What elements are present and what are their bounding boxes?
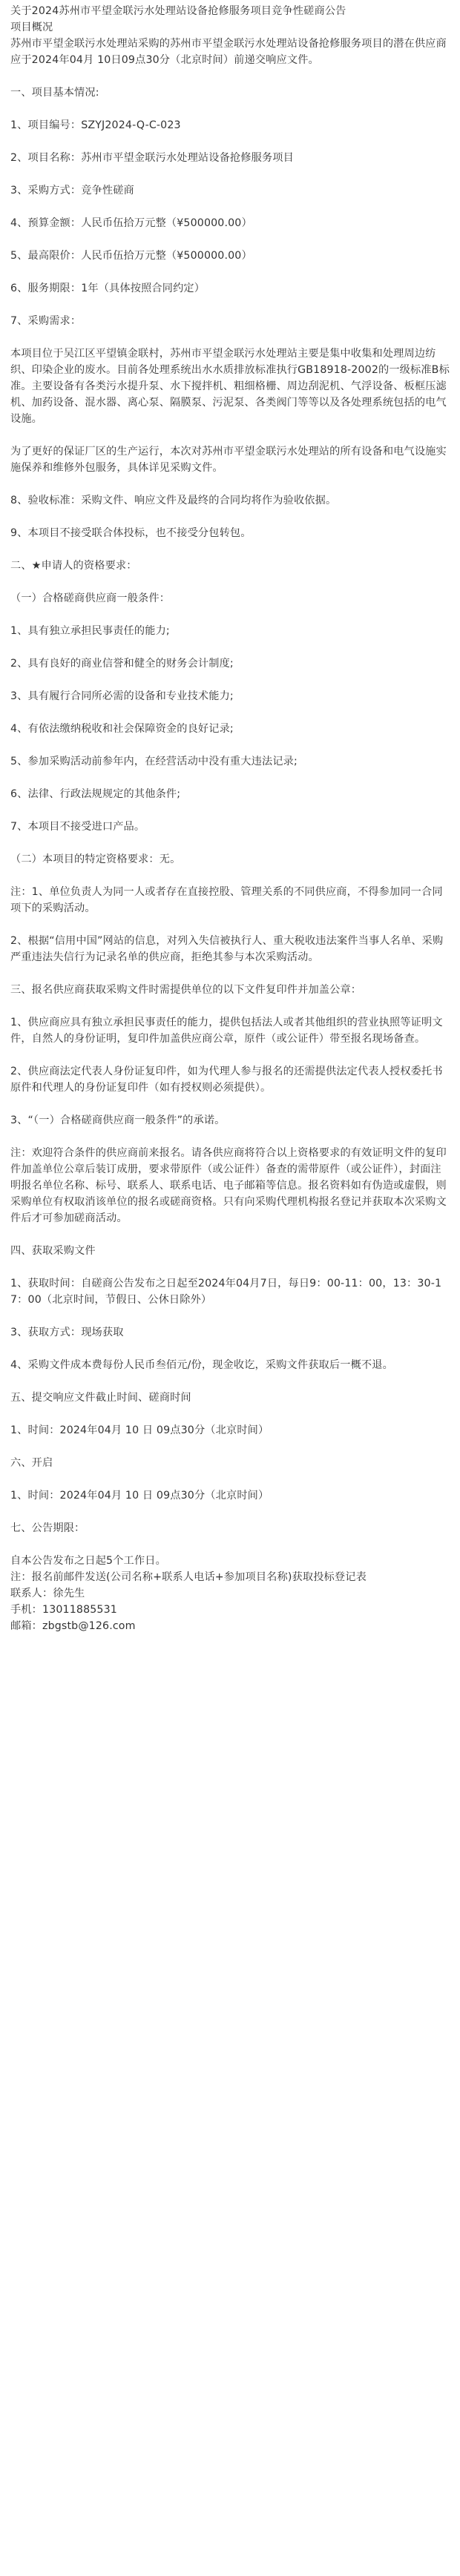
paragraph: 6、法律、行政法规规定的其他条件; [10, 788, 181, 800]
paragraph: 3、获取方式：现场获取 [10, 1327, 124, 1338]
paragraph: 1、时间：2024年04月 10 日 09点30分（北京时间） [10, 1424, 269, 1436]
paragraph: 8、验收标准：采购文件、响应文件及最终的合同均将作为验收依据。 [10, 495, 337, 506]
paragraph: 本项目位于吴江区平望镇金联村，苏州市平望金联污水处理站主要是集中收集和处理周边纺织、印染企业的废水。目前各处理系统出水水质排放标准执行GB18918-2002的一级标准B标准。主要设备有各类污水提升泵、水下搅拌机、粗细格栅、周边刮泥机、气浮设备、板框压滤机、加药设备、混水器、离心泵、隔膜泵、污泥泵、各类阀门等等以及各处理系统包括的电气设施。 [10, 348, 450, 425]
paragraph: 一、项目基本情况: [10, 87, 99, 99]
paragraph: 注：1、单位负责人为同一人或者存在直接控股、管理关系的不同供应商，不得参加同一合同项下的采购活动。 [10, 886, 443, 914]
paragraph: 注：欢迎符合条件的供应商前来报名。请各供应商将符合以上资格要求的有效证明文件的复印件加盖单位公章后装订成册，要求带原件（或公证件）备查的需带原件（或公证件），封面注明报名单位名称、标号、联系人、联系电话、电子邮箱等信息。报名资料如有伪造或虚假，则采购单位有权取消该单位的报名或磋商资格。只有向采购代理机构报名登记并获取本次采购文件后才可参加磋商活动。 [10, 1147, 447, 1224]
paragraph: 二、★申请人的资格要求： [10, 560, 137, 572]
paragraph: 4、采购文件成本费每份人民币叁佰元/份，现金收讫，采购文件获取后一概不退。 [10, 1359, 393, 1371]
paragraph: 项目概况 [10, 22, 53, 33]
paragraph: 3、“（一）合格磋商供应商一般条件”的承诺。 [10, 1114, 226, 1126]
paragraph: 4、有依法缴纳税收和社会保障资金的良好记录; [10, 723, 234, 735]
paragraph: 3、采购方式：竞争性磋商 [10, 185, 134, 196]
paragraph: 1、供应商应具有独立承担民事责任的能力，提供包括法人或者其他组织的营业执照等证明文件，自然人的身份证明，复印件加盖供应商公章，原件（或公证件）带至报名现场备查。 [10, 1017, 443, 1045]
paragraph: 2、项目名称：苏州市平望金联污水处理站设备抢修服务项目 [10, 152, 294, 164]
paragraph: 四、获取采购文件 [10, 1245, 96, 1257]
paragraph: 9、本项目不接受联合体投标，也不接受分包转包。 [10, 527, 252, 539]
paragraph: 7、本项目不接受进口产品。 [10, 821, 145, 833]
paragraph: 5、参加采购活动前参年内，在经营活动中没有重大违法记录; [10, 756, 298, 767]
paragraph: （二）本项目的特定资格要求：无。 [10, 853, 181, 865]
paragraph: 五、提交响应文件截止时间、磋商时间 [10, 1392, 191, 1404]
paragraph: 三、报名供应商获取采购文件时需提供单位的以下文件复印件并加盖公章： [10, 984, 362, 996]
paragraph: 3、具有履行合同所必需的设备和专业技术能力; [10, 690, 234, 702]
paragraph: 为了更好的保证厂区的生产运行，本次对苏州市平望金联污水处理站的所有设备和电气设施实施保养和维修外包服务，具体详见采购文件。 [10, 446, 447, 474]
paragraph: 2、根据“信用中国”网站的信息，对列入失信被执行人、重大税收违法案件当事人名单、采购严重违法失信行为记录名单的供应商，拒绝其参与本次采购活动。 [10, 935, 444, 963]
paragraph: 注：报名前邮件发送(公司名称+联系人电话+参加项目名称)获取投标登记表 [10, 1571, 367, 1583]
paragraph: 六、开启 [10, 1457, 53, 1469]
paragraph: 4、预算金额：人民币伍拾万元整（¥500000.00） [10, 217, 252, 229]
paragraph: 2、具有良好的商业信誉和健全的财务会计制度; [10, 658, 234, 670]
paragraph: 自本公告发布之日起5个工作日。 [10, 1555, 166, 1567]
paragraph: 七、公告期限： [10, 1522, 85, 1534]
announcement-body [10, 19, 450, 1634]
paragraph: 邮箱：zbgstb@126.com [10, 1620, 136, 1632]
paragraph: 1、获取时间：自磋商公告发布之日起至2024年04月7日，每日9：00-11：00，13：30-17：00（北京时间，节假日、公休日除外） [10, 1278, 442, 1306]
paragraph: 1、具有独立承担民事责任的能力; [10, 625, 170, 637]
paragraph: 7、采购需求： [10, 315, 82, 327]
paragraph: 6、服务期限：1年（具体按照合同约定） [10, 283, 206, 294]
paragraph: 2、供应商法定代表人身份证复印件，如为代理人参与报名的还需提供法定代表人授权委托书原件和代理人的身份证复印件（如有授权则必须提供）。 [10, 1066, 443, 1094]
paragraph: 1、时间：2024年04月 10 日 09点30分（北京时间） [10, 1490, 269, 1502]
paragraph: 手机：13011885531 [10, 1604, 117, 1616]
paragraph: 联系人：徐先生 [10, 1588, 85, 1599]
paragraph: 5、最高限价：人民币伍拾万元整（¥500000.00） [10, 250, 252, 262]
paragraph: 1、项目编号：SZYJ2024-Q-C-023 [10, 119, 181, 131]
paragraph: （一）合格磋商供应商一般条件： [10, 592, 171, 604]
announcement-title: 关于2024苏州市平望金联污水处理站设备抢修服务项目竞争性磋商公告 [10, 5, 346, 17]
paragraph: 苏州市平望金联污水处理站采购的苏州市平望金联污水处理站设备抢修服务项目的潜在供应商应于2024年04月 10日09点30分（北京时间）前递交响应文件。 [10, 38, 447, 66]
